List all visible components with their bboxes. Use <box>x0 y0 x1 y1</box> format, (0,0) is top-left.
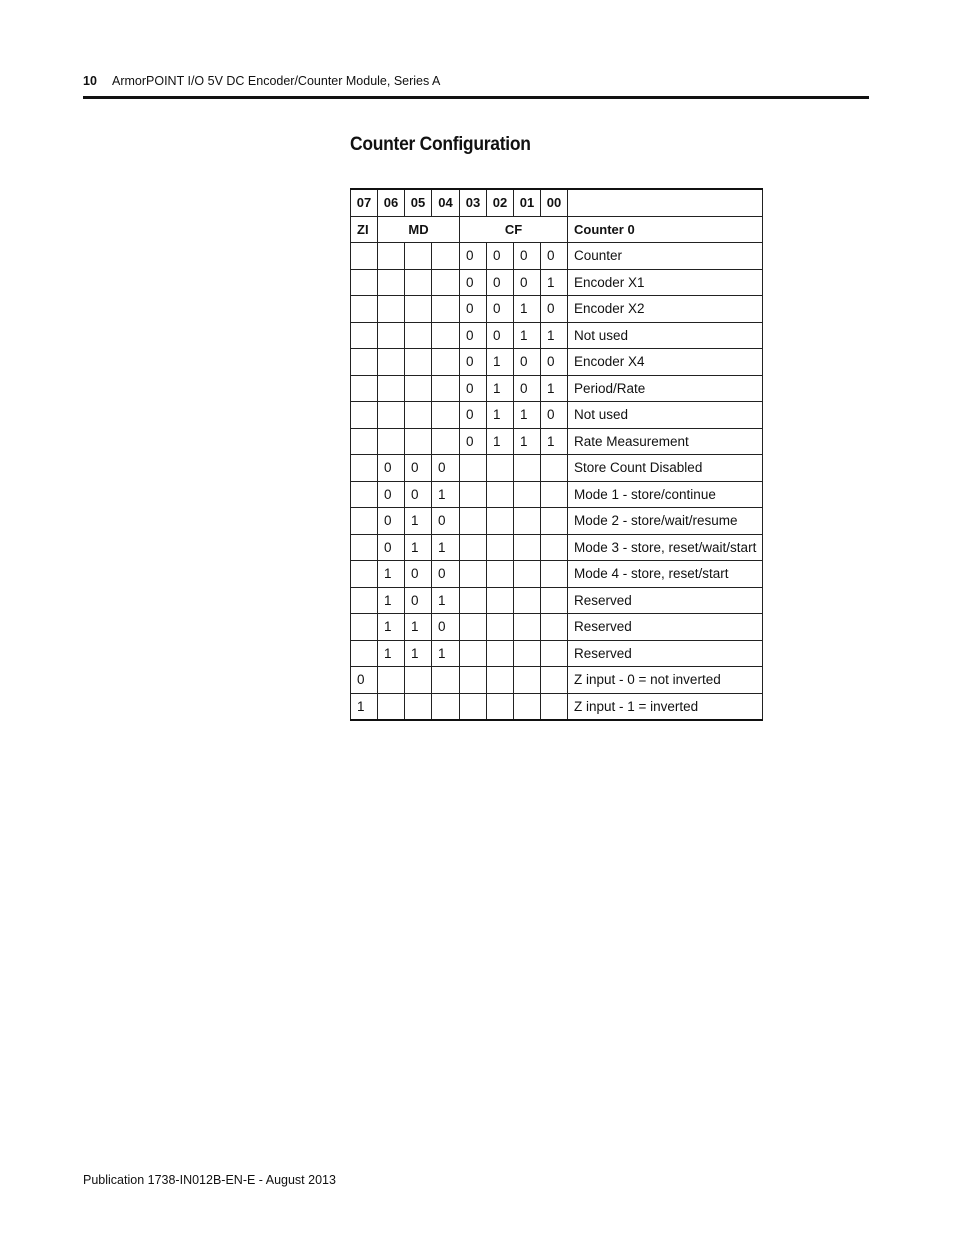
description-cell: Not used <box>568 402 763 429</box>
bit-cell <box>351 428 378 455</box>
bit-cell: 0 <box>514 349 541 376</box>
bit-cell <box>351 296 378 323</box>
bit-cell <box>351 349 378 376</box>
bit-cell <box>460 481 487 508</box>
bit-cell: 0 <box>460 428 487 455</box>
bit-cell: 1 <box>541 322 568 349</box>
bit-cell: 0 <box>541 243 568 270</box>
bit-cell <box>378 349 405 376</box>
bit-cell: 1 <box>514 322 541 349</box>
bit-cell <box>460 561 487 588</box>
bit-cell <box>514 508 541 535</box>
bit-cell <box>351 534 378 561</box>
bit-cell <box>351 508 378 535</box>
bit-cell: 0 <box>460 322 487 349</box>
description-cell: Mode 2 - store/wait/resume <box>568 508 763 535</box>
bit-cell: 0 <box>405 587 432 614</box>
bit-cell: 0 <box>432 508 460 535</box>
section-title: Counter Configuration <box>350 134 531 155</box>
bit-cell: 0 <box>487 322 514 349</box>
bit-cell <box>351 269 378 296</box>
description-cell: Mode 4 - store, reset/start <box>568 561 763 588</box>
bit-cell: 0 <box>460 296 487 323</box>
bit-cell <box>541 561 568 588</box>
bit-cell <box>432 322 460 349</box>
table-row <box>351 640 763 667</box>
table-row <box>351 428 763 455</box>
bit-cell: 0 <box>541 402 568 429</box>
bit-cell: 0 <box>405 455 432 482</box>
bit-cell: 1 <box>378 587 405 614</box>
description-cell: Reserved <box>568 587 763 614</box>
bit-cell: 1 <box>405 640 432 667</box>
bit-cell <box>351 561 378 588</box>
bit-cell <box>432 693 460 720</box>
bit-cell <box>487 640 514 667</box>
description-cell: Z input - 0 = not inverted <box>568 667 763 694</box>
bit-cell <box>460 614 487 641</box>
bit-cell <box>432 667 460 694</box>
bit-cell <box>514 534 541 561</box>
counter-0-header: Counter 0 <box>568 216 763 243</box>
md-header: MD <box>378 216 460 243</box>
bit-cell <box>514 455 541 482</box>
page-footer: Publication 1738-IN012B-EN-E - August 2013 <box>83 1173 336 1187</box>
bit-header-5: 02 <box>487 189 514 216</box>
bit-cell <box>378 693 405 720</box>
bit-cell <box>541 587 568 614</box>
bit-cell: 0 <box>405 481 432 508</box>
bit-cell <box>351 481 378 508</box>
bit-cell: 0 <box>487 243 514 270</box>
bit-cell: 1 <box>514 428 541 455</box>
bit-header-6: 01 <box>514 189 541 216</box>
bit-cell <box>541 481 568 508</box>
bit-cell <box>541 667 568 694</box>
bit-cell <box>432 349 460 376</box>
bit-cell: 0 <box>514 375 541 402</box>
bit-cell <box>351 402 378 429</box>
bit-cell <box>405 243 432 270</box>
bit-cell: 1 <box>405 508 432 535</box>
description-cell: Rate Measurement <box>568 428 763 455</box>
bit-header-1: 06 <box>378 189 405 216</box>
bit-cell <box>487 455 514 482</box>
bit-cell <box>514 693 541 720</box>
bit-cell <box>487 614 514 641</box>
description-cell: Mode 3 - store, reset/wait/start <box>568 534 763 561</box>
description-cell: Period/Rate <box>568 375 763 402</box>
bit-cell: 0 <box>460 375 487 402</box>
description-cell: Store Count Disabled <box>568 455 763 482</box>
bit-cell: 0 <box>487 296 514 323</box>
bit-cell <box>541 534 568 561</box>
bit-cell <box>514 614 541 641</box>
bit-cell <box>405 296 432 323</box>
bit-cell <box>405 322 432 349</box>
table-row <box>351 402 763 429</box>
description-cell: Counter <box>568 243 763 270</box>
bit-cell <box>460 508 487 535</box>
bit-cell: 0 <box>460 349 487 376</box>
bit-cell <box>460 693 487 720</box>
table-row <box>351 269 763 296</box>
page-header <box>83 72 869 99</box>
bit-cell: 1 <box>432 640 460 667</box>
bit-cell: 1 <box>514 402 541 429</box>
bit-cell <box>351 375 378 402</box>
bit-cell <box>541 693 568 720</box>
bit-cell <box>378 322 405 349</box>
bit-cell <box>460 587 487 614</box>
bit-cell: 1 <box>514 296 541 323</box>
bit-cell <box>378 243 405 270</box>
table-row <box>351 375 763 402</box>
page-number: 10 <box>83 74 97 88</box>
bit-cell <box>514 640 541 667</box>
bit-cell: 0 <box>541 349 568 376</box>
bit-cell <box>487 587 514 614</box>
bit-cell: 0 <box>378 508 405 535</box>
bit-cell: 1 <box>487 428 514 455</box>
bit-cell <box>514 481 541 508</box>
bit-cell <box>460 640 487 667</box>
bit-cell: 1 <box>487 349 514 376</box>
bit-cell: 1 <box>541 428 568 455</box>
bit-header-7: 00 <box>541 189 568 216</box>
bit-cell <box>460 667 487 694</box>
bit-cell <box>378 402 405 429</box>
bit-cell <box>351 587 378 614</box>
cf-header: CF <box>460 216 568 243</box>
bit-header-3: 04 <box>432 189 460 216</box>
table-row <box>351 508 763 535</box>
bit-cell <box>487 561 514 588</box>
bit-cell: 0 <box>514 243 541 270</box>
bit-cell <box>405 667 432 694</box>
bit-cell <box>432 402 460 429</box>
bit-cell <box>432 296 460 323</box>
bit-cell <box>405 428 432 455</box>
bit-cell: 0 <box>378 455 405 482</box>
bit-cell: 0 <box>432 614 460 641</box>
description-cell: Mode 1 - store/continue <box>568 481 763 508</box>
bit-cell <box>405 693 432 720</box>
bit-cell <box>432 428 460 455</box>
bit-cell: 1 <box>432 587 460 614</box>
bit-cell <box>378 269 405 296</box>
counter-configuration-table <box>350 188 763 721</box>
bit-cell <box>378 428 405 455</box>
bit-header-0: 07 <box>351 189 378 216</box>
zi-header: ZI <box>351 216 378 243</box>
bit-cell <box>432 375 460 402</box>
bit-cell: 0 <box>432 455 460 482</box>
bit-cell <box>487 693 514 720</box>
bit-cell: 1 <box>432 534 460 561</box>
table-row <box>351 322 763 349</box>
bit-cell <box>405 349 432 376</box>
bit-cell <box>487 534 514 561</box>
bit-cell: 1 <box>487 375 514 402</box>
bit-cell <box>460 455 487 482</box>
description-cell: Z input - 1 = inverted <box>568 693 763 720</box>
table-row <box>351 296 763 323</box>
bit-cell <box>541 640 568 667</box>
bit-cell: 0 <box>514 269 541 296</box>
bit-cell <box>351 640 378 667</box>
bit-header-blank <box>568 189 763 216</box>
bit-cell <box>487 481 514 508</box>
bit-header-2: 05 <box>405 189 432 216</box>
bit-cell <box>514 561 541 588</box>
bit-cell <box>378 296 405 323</box>
running-title: ArmorPOINT I/O 5V DC Encoder/Counter Module, Series A <box>112 74 441 88</box>
table-row <box>351 587 763 614</box>
table-row <box>351 534 763 561</box>
bit-cell: 1 <box>378 640 405 667</box>
bit-cell <box>351 455 378 482</box>
bit-cell: 1 <box>487 402 514 429</box>
bit-cell: 0 <box>378 534 405 561</box>
bit-cell <box>487 667 514 694</box>
description-cell: Encoder X2 <box>568 296 763 323</box>
bit-cell: 0 <box>405 561 432 588</box>
bit-cell <box>541 455 568 482</box>
bit-cell: 0 <box>460 243 487 270</box>
table-body <box>351 243 763 721</box>
bit-cell <box>405 375 432 402</box>
table-row <box>351 614 763 641</box>
bit-cell <box>514 667 541 694</box>
bit-cell: 1 <box>378 561 405 588</box>
table-row <box>351 481 763 508</box>
bit-cell <box>378 375 405 402</box>
table-row <box>351 561 763 588</box>
bit-cell <box>541 614 568 641</box>
bit-cell: 1 <box>351 693 378 720</box>
description-cell: Reserved <box>568 614 763 641</box>
bit-cell <box>351 614 378 641</box>
bit-cell: 0 <box>460 402 487 429</box>
bit-cell: 0 <box>541 296 568 323</box>
bit-cell: 0 <box>460 269 487 296</box>
bit-cell: 1 <box>432 481 460 508</box>
bit-cell <box>405 402 432 429</box>
bit-cell <box>460 534 487 561</box>
bit-cell <box>541 508 568 535</box>
bit-cell <box>405 269 432 296</box>
bit-cell <box>432 243 460 270</box>
description-cell: Reserved <box>568 640 763 667</box>
bit-cell: 1 <box>405 534 432 561</box>
bit-cell <box>487 508 514 535</box>
bit-cell <box>351 243 378 270</box>
bit-header-row <box>351 189 763 216</box>
bit-header-4: 03 <box>460 189 487 216</box>
description-cell: Encoder X4 <box>568 349 763 376</box>
table-row <box>351 693 763 720</box>
description-cell: Not used <box>568 322 763 349</box>
description-cell: Encoder X1 <box>568 269 763 296</box>
bit-cell: 1 <box>541 269 568 296</box>
table-row <box>351 667 763 694</box>
bit-cell: 1 <box>378 614 405 641</box>
bit-cell: 0 <box>432 561 460 588</box>
bit-cell <box>514 587 541 614</box>
group-header-row <box>351 216 763 243</box>
bit-cell <box>351 322 378 349</box>
bit-cell <box>432 269 460 296</box>
table-row <box>351 455 763 482</box>
bit-cell: 1 <box>405 614 432 641</box>
table-row <box>351 349 763 376</box>
table-row <box>351 243 763 270</box>
bit-cell <box>378 667 405 694</box>
bit-cell: 1 <box>541 375 568 402</box>
bit-cell: 0 <box>378 481 405 508</box>
bit-cell: 0 <box>351 667 378 694</box>
bit-cell: 0 <box>487 269 514 296</box>
